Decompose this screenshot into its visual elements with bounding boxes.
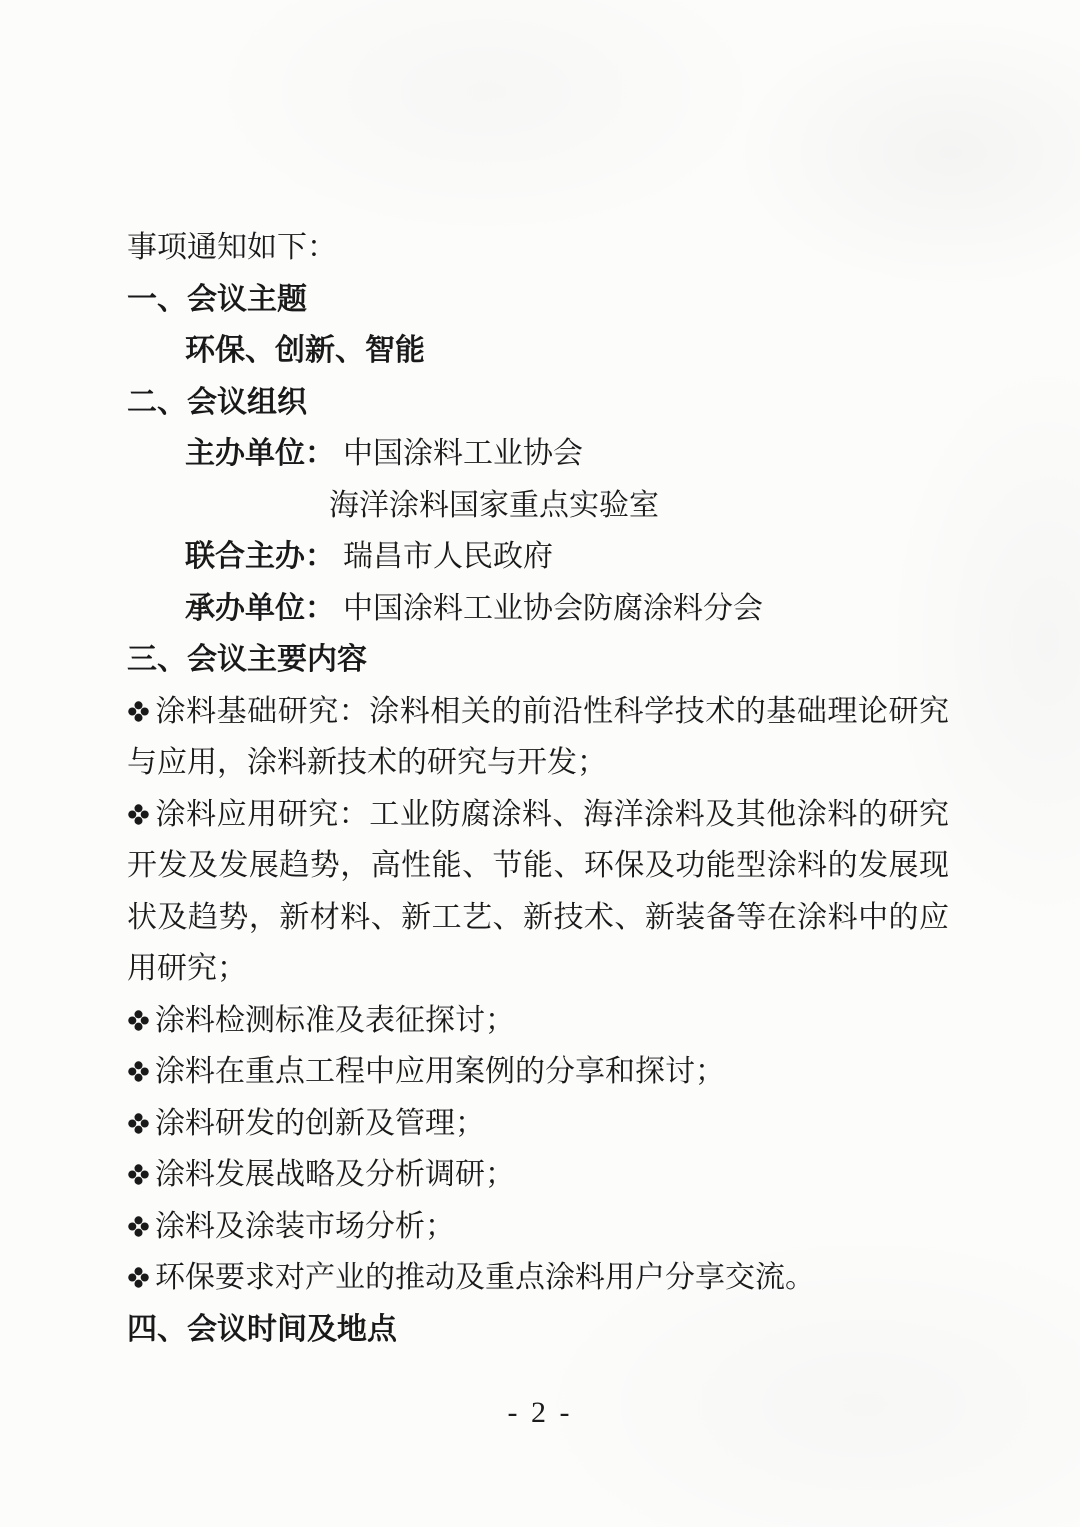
bullet-text: 涂料发展战略及分析调研； xyxy=(155,1158,515,1191)
host-value-2: 海洋涂料国家重点实验室 xyxy=(329,488,659,522)
org-row-host xyxy=(127,428,949,480)
section-2-heading: 二、会议组织 xyxy=(127,385,307,419)
bullet-item-1 xyxy=(127,686,949,789)
clover-bullet-icon xyxy=(127,1266,150,1289)
bullet-text: 涂料基础研究：涂料相关的前沿性科学技术的基础理论研究与应用，涂料新技术的研究与开发； xyxy=(127,694,949,779)
clover-bullet-icon xyxy=(127,1163,150,1186)
org-row-host-2 xyxy=(127,480,949,532)
section-4-heading: 四、会议时间及地点 xyxy=(127,1312,397,1346)
org-row-organizer xyxy=(127,583,949,635)
bullet-text: 涂料应用研究：工业防腐涂料、海洋涂料及其他涂料的研究开发及发展趋势，高性能、节能、环保及功能型涂料的发展现状及趋势，新材料、新工艺、新技术、新装备等在涂料中的应用研究； xyxy=(127,797,949,985)
meeting-theme: 环保、创新、智能 xyxy=(185,334,425,367)
clover-bullet-icon xyxy=(127,700,150,723)
clover-bullet-icon xyxy=(127,1215,150,1238)
organizer-value: 中国涂料工业协会防腐涂料分会 xyxy=(343,591,763,625)
clover-bullet-icon xyxy=(127,803,150,826)
host-value-1: 中国涂料工业协会 xyxy=(343,437,583,470)
section-3-heading: 三、会议主要内容 xyxy=(127,643,367,676)
notice-body xyxy=(127,222,949,1355)
bullet-item-6 xyxy=(127,1149,949,1201)
host-label: 主办单位： xyxy=(185,437,335,470)
bullet-item-2 xyxy=(127,789,949,995)
org-row-cohost xyxy=(127,531,949,583)
bullet-text: 涂料及涂装市场分析； xyxy=(155,1209,455,1243)
bullet-text: 涂料研发的创新及管理； xyxy=(155,1106,485,1140)
clover-bullet-icon xyxy=(127,1112,150,1135)
bullet-item-4 xyxy=(127,1046,949,1098)
bullet-text: 涂料检测标准及表征探讨； xyxy=(155,1003,515,1037)
intro-line: 事项通知如下： xyxy=(127,231,337,264)
page-number: - 2 - xyxy=(507,1396,573,1429)
organizer-label: 承办单位： xyxy=(185,591,335,625)
clover-bullet-icon xyxy=(127,1009,150,1032)
bullet-item-8 xyxy=(127,1252,949,1304)
clover-bullet-icon xyxy=(127,1060,150,1083)
bullet-item-5 xyxy=(127,1098,949,1150)
bullet-text: 涂料在重点工程中应用案例的分享和探讨； xyxy=(155,1055,725,1088)
cohost-label: 联合主办： xyxy=(185,540,335,573)
cohost-value: 瑞昌市人民政府 xyxy=(343,540,553,573)
bullet-text: 环保要求对产业的推动及重点涂料用户分享交流。 xyxy=(155,1261,815,1294)
section-1-heading: 一、会议主题 xyxy=(127,282,307,316)
bullet-item-3 xyxy=(127,995,949,1047)
bullet-item-7 xyxy=(127,1201,949,1253)
